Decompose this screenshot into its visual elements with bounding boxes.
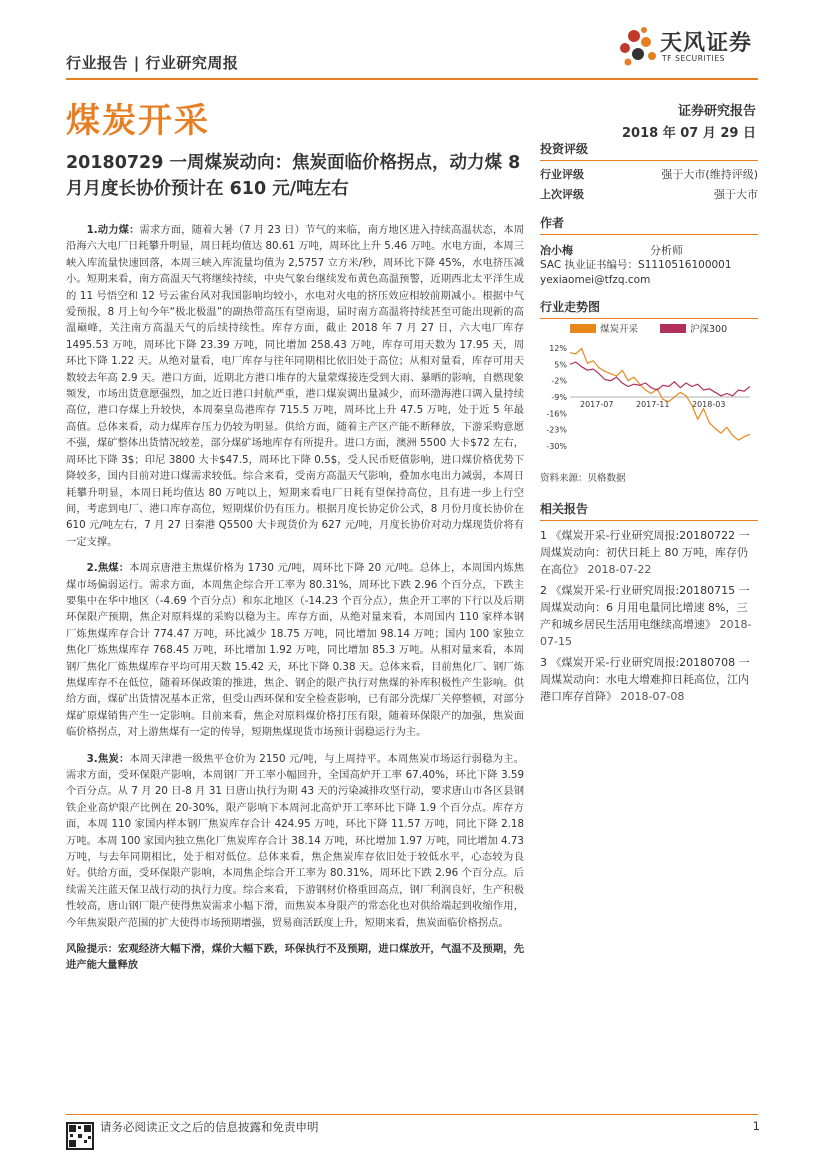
- risk-warning: 风险提示：宏观经济大幅下滑，煤价大幅下跌，环保执行不及预期，进口煤放开，气温不及预期，先进产能大量释放: [66, 943, 524, 972]
- related-section-title: 相关报告: [540, 500, 758, 521]
- logo-name-cn: 天风证券: [660, 31, 753, 56]
- analyst-name: 冶小梅: [540, 244, 573, 257]
- header-divider: [66, 78, 758, 80]
- logo-dot-6: [625, 59, 632, 66]
- footer-divider: [66, 1114, 758, 1115]
- logo-dot-2: [641, 37, 651, 47]
- paragraph-lead: 2.焦煤：: [86, 562, 130, 575]
- paragraph-coking-coal: [66, 560, 524, 740]
- y-tick-label: -2%: [551, 376, 567, 386]
- y-tick-label: 5%: [554, 360, 567, 370]
- x-tick-label: 2017-11: [636, 400, 670, 409]
- y-tick-label: -23%: [546, 425, 567, 435]
- logo-dot-1: [628, 30, 640, 42]
- paragraph-text: 本周天津港一级焦平仓价为 2150 元/吨，与上周持平。本周焦炭市场运行弱稳为主。需求方面，受环保限产影响，本周钢厂开工率小幅回升，全国高炉开工率 67.40%，环比下降 3.59 个百分点。从 7 月 20 日-8 月 31 日唐山执行为期 43 天的污染减排攻坚行动，要求唐山市各区县钢铁企业高炉限产比例在 20-30%，限产影响下本周河北高炉开工率环比下降 1.9 个百分点。库存方面，本周 110 家国内样本钢厂焦炭库存合计 424.95 万吨，环比下降 11.57 万吨，同比下降 2.18 万吨。本周 100 家国内独立焦化厂焦炭库存合计 38.14 万吨，环比增加 1.97 万吨，同比增加 4.73 万吨，与去年同期相比，处于相对低位。总体来看，焦企焦炭库存依旧处于较低水平，心态较为良好。供给方面，受环保限产影响，本周焦企综合开工率为 80.31%，周环比下跌 2.96 个百分点。后续需关注蓝天保卫战行动的执行力度。综合来看，下游钢材价格重回高点，钢厂利润良好，生产积极性较高，唐山钢厂限产使得焦炭需求小幅下滑，而焦炭本身限产的常态化也对供给端起到收缩作用，今年焦炭限产范围的扩大使得市场预期增强，贸易商活跃度上升，短期来看，焦炭面临价格拐点。: [66, 752, 525, 929]
- y-tick-label: -9%: [551, 393, 567, 402]
- y-tick-label: 12%: [549, 344, 567, 353]
- analyst-cert: SAC 执业证书编号：S1110516100001: [540, 259, 732, 271]
- logo-dot-3: [620, 43, 630, 53]
- related-report-title[interactable]: 3 《煤炭开采-行业研究周报:20180708 一周煤炭动向：水电大增难抑日耗高位，江内港口库存首降》: [540, 656, 750, 703]
- trend-section-title: 行业走势图: [540, 298, 758, 319]
- related-panel: [540, 500, 758, 709]
- chart-source: 资料来源：贝格数据: [540, 473, 626, 484]
- series-line: [570, 362, 750, 396]
- paragraph-lead: 3.焦炭：: [86, 752, 130, 765]
- paragraph-coke: [66, 751, 524, 931]
- rating-value: 强于大市: [714, 188, 758, 201]
- report-title: 20180729 一周煤炭动向：焦炭面临价格拐点，动力煤 8 月月度长协价预计在 610 元/吨左右: [66, 153, 521, 199]
- logo-dot-7: [641, 27, 647, 33]
- paragraph-lead: 1.动力煤：: [86, 224, 140, 236]
- report-body: [66, 222, 524, 984]
- report-type: 证券研究报告: [677, 104, 756, 119]
- analyst-role: 分析师: [650, 244, 683, 257]
- report-date: 2018 年 07 月 29 日: [622, 126, 756, 141]
- rating-section-title: 投资评级: [540, 140, 758, 161]
- rating-panel: [540, 140, 758, 205]
- trend-panel: [540, 298, 758, 319]
- industry-name: 煤炭开采: [66, 101, 210, 141]
- related-report-date: 2018-07-08: [620, 690, 685, 703]
- y-tick-label: -30%: [546, 442, 567, 451]
- disclaimer-link[interactable]: 请务必阅读正文之后的信息披露和免责申明: [100, 1120, 319, 1134]
- trend-line-chart: [540, 318, 758, 468]
- paragraph-text: 需求方面，随着大暑（7 月 23 日）节气的来临，南方地区进入持续高温状态，本周沿海六大电厂日耗攀升明显，周日耗均值达 80.61 万吨，周环比上升 5.46 万吨。水电方面，本周三峡入库流量快速回落，本周三峡入库流量均值为 2,5757 立方米/秒，周环比下降 45%，水电挤压减小。短期来看，南方高温天气将继续持续，中央气象台继续发布黄色高温预警，近期西北太平洋生成的 11 号悟空和 12 号云雀台风对我国影响均较小，水电对火电的挤压效应相较前期减小。根据中气爱预报，8 月上旬今年“极北极温”的副热带高压有望南退，届时南方高温将持续甚至可能出现新的高温巅峰，关注南方高温天气的后续持续性。库存方面，截止 2018 年 7 月 27 日，六大电厂库存 1495.53 万吨，周环比下降 23.39 万吨，同比增加 258.43 万吨，库存可用天数为 17.95 天，周环比下降 1.22 天。从绝对量看，电厂库存与往年同期相比依旧处于高位；从相对量看，库存可用天数较去年高 2.9 天。港口方面，近期北方港口堆存的大量蒙煤接连受到大雨、暴晒的影响，自燃现象频发，市场出货意愿强烈，加之近日港口封航严重，港口煤炭调出量减少，而环渤海港口调入量持续高位，港口存煤上升较快，本周秦皇岛港库存 715.5 万吨，周环比上升 47.5 万吨，处于近 5 年最高值。总体来看，动力煤库存压力仍较为明显。供给方面，随着主产区产能不断释放，下游采购意愿不强，煤矿整体出货情况较差，部分煤矿场地库存有所提升。进口方面，澳洲 5500 大卡$72 左右，周环比下降 3$；印尼 3800 大卡$47.5，周环比下降 0.5$，受人民币贬值影响，进口煤价格优势下降较多，国内目前对进口煤需求较低。综合来看，受南方高温天气影响，叠加水电出力减弱，本周日耗攀升明显，本周日耗均值达 80 万吨以上，短期来看电厂日耗有望保持高位，且有进一步上行空间，考虑到电厂、港口库存高位，短期煤价仍有压力。根据月度长协定价公式，8 月份月度长协价在 610 元/吨左右，7 月 27 日秦港 Q5500 大卡现货价为 627 元/吨，月度长协价对动力煤现货价将有一定支撑。: [66, 224, 524, 548]
- paragraph-thermal-coal: [66, 222, 524, 550]
- related-report-date: 2018-07-22: [587, 563, 652, 576]
- x-tick-label: 2018-03: [692, 400, 726, 409]
- rating-value: 强于大市(维持评级): [661, 168, 758, 181]
- related-report-date: 2018-07-15: [540, 618, 752, 648]
- analyst-line: [540, 243, 758, 258]
- legend-label: 沪深300: [690, 324, 728, 335]
- y-tick-label: -16%: [546, 409, 567, 419]
- author-section-title: 作者: [540, 214, 758, 235]
- paragraph-text: 本周京唐港主焦煤价格为 1730 元/吨，周环比下降 20 元/吨。总体上，本周国内炼焦煤市场偏弱运行。需求方面，本周焦企综合开工率为 80.31%，周环比下跌 2.96 个百分点，下跌主要集中在华中地区（-4.69 个百分点）和东北地区（-14.23 个百分点），焦企开工率的下行以及后期环保限产预期，焦企对原料煤的采购以稳为主。库存方面，从绝对量来看，本周国内 110 家样本钢厂炼焦煤库存合计 774.47 万吨，环比减少 18.75 万吨，同比增加 98.14 万吨；国内 100 家独立焦化厂炼焦煤库存 768.45 万吨，环比增加 1.92 万吨，同比增加 85.3 万吨。从相对量来看，本周钢厂焦化厂炼焦煤库存平均可用天数 15.42 天，环比下降 0.38 天。总体来看，目前焦化厂、钢厂炼焦煤库存不在低位，随着环保政策的推进，焦企、钢企的限产执行对焦煤的补库积极性产生影响。供给方面，煤矿出货情况基本正常，但受山西环保和安全检查影响，已有部分洗煤厂关停整顿，对部分煤矿原煤销售产生一定影响。目前来看，焦企对原料煤价格打压有限，随着环保限产的加强，焦炭面临价格拐点，对上游焦煤有一定的传导，短期焦煤现货市场预计弱稳运行为主。: [66, 562, 525, 739]
- logo-dot-4: [632, 48, 644, 60]
- logo-dot-5: [648, 52, 656, 60]
- related-report-title[interactable]: 2 《煤炭开采-行业研究周报:20180715 一周煤炭动向：6 月用电量同比增速 8%，三产和城乡居民生活用电继续高增速》: [540, 584, 750, 631]
- rating-row-previous: [540, 185, 758, 205]
- rating-key: 上次评级: [540, 188, 584, 201]
- qr-pattern: [68, 1124, 92, 1148]
- author-panel: [540, 214, 758, 288]
- qr-code-icon: [66, 1122, 94, 1150]
- related-report-item[interactable]: [540, 654, 758, 705]
- related-report-title[interactable]: 1 《煤炭开采-行业研究周报:20180722 一周煤炭动向：初伏日耗上 80 万吨，库存仍在高位》: [540, 529, 750, 576]
- legend-label: 煤炭开采: [600, 324, 639, 335]
- related-list: [540, 527, 758, 705]
- legend-swatch: [570, 324, 596, 333]
- analyst-email[interactable]: yexiaomei@tfzq.com: [540, 274, 651, 286]
- rating-key: 行业评级: [540, 168, 584, 181]
- page-number: 1: [752, 1119, 760, 1133]
- x-tick-label: 2017-07: [580, 400, 614, 409]
- related-report-item[interactable]: [540, 582, 758, 650]
- report-category: 行业报告 | 行业研究周报: [66, 54, 239, 72]
- logo-name-en: TF SECURITIES: [662, 54, 726, 63]
- series-line: [570, 349, 750, 441]
- related-report-item[interactable]: [540, 527, 758, 578]
- rating-row-current: [540, 165, 758, 185]
- legend-swatch: [660, 324, 686, 333]
